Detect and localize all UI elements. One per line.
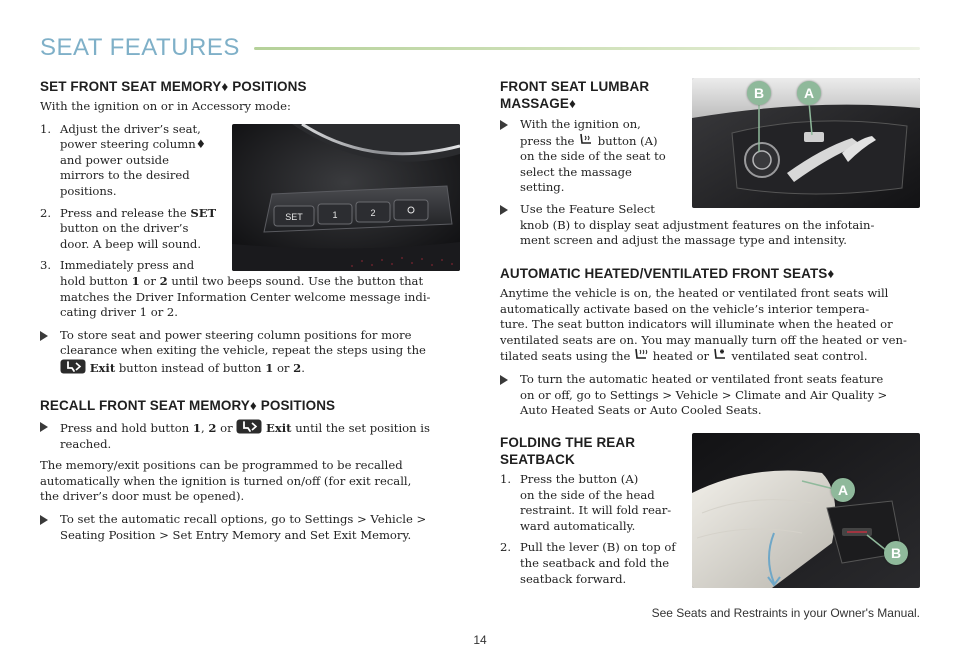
folding-heading: FOLDING THE REAR SEATBACK xyxy=(500,435,636,467)
photo-label-set: SET xyxy=(285,212,303,222)
page-header xyxy=(40,34,920,62)
callout-badge-b: B xyxy=(747,81,771,105)
page-number: 14 xyxy=(473,633,487,647)
callout-badge-b: B xyxy=(884,541,908,565)
heated-paragraph: Anytime the vehicle is on, the heated or ventilated front seats will automatically activate based on the vehicle’s interior tempera- ture. The seat button indicators will illuminate when the heated or ventilated seats are on. You may manually turn off the heated or ven- tilated seats using the heated or ventilated seat control. xyxy=(500,286,907,364)
bullet-arrow-icon xyxy=(40,515,48,525)
heated-heading: AUTOMATIC HEATED/VENTILATED FRONT SEATS♦ xyxy=(500,266,835,281)
folding-section xyxy=(500,434,690,587)
header-rule xyxy=(254,47,920,50)
recall-bullet-settings: To set the automatic recall options, go to Settings > Vehicle > Seating Position > Set Entry Memory and Set Exit Memory. xyxy=(40,512,465,543)
page-title: SEAT FEATURES xyxy=(40,34,240,61)
lumbar-bullet-press: With the ignition on, press the button (A) on the side of the seat to select the massage setting. xyxy=(500,117,920,196)
memory-step-2: 2. Press and release the SET button on the driver’s door. A beep will sound. xyxy=(40,205,217,251)
seat-controls-photo xyxy=(692,78,920,208)
memory-step-1: 1. Adjust the driver’s seat, power steering column♦ and power outside mirrors to the desired positions. xyxy=(40,121,207,198)
folding-step-2: 2. Pull the lever (B) on top of the seatback and fold the seatback forward. xyxy=(500,540,676,586)
folding-step-1: 1. Press the button (A) on the side of the head restraint. It will fold rear- ward automatically. xyxy=(500,472,672,533)
owners-manual-note: See Seats and Restraints in your Owner's Manual. xyxy=(651,606,920,620)
bullet-arrow-icon xyxy=(500,375,508,385)
exit-seat-icon xyxy=(60,359,86,374)
lumbar-heading: FRONT SEAT LUMBAR MASSAGE♦ xyxy=(500,79,650,111)
recall-paragraph: The memory/exit positions can be programmed to be recalled automatically when the ignition is turned on/off (for exit recall, the driver’s door must be opened). xyxy=(40,458,412,504)
heated-section xyxy=(500,265,925,419)
recall-heading: RECALL FRONT SEAT MEMORY♦ POSITIONS xyxy=(40,398,336,413)
bullet-arrow-icon xyxy=(500,205,508,215)
callout-badge-a: A xyxy=(797,81,821,105)
memory-intro: With the ignition on or in Accessory mode: xyxy=(40,99,291,113)
bullet-arrow-icon xyxy=(40,422,48,432)
heated-seat-icon xyxy=(634,348,649,362)
bullet-arrow-icon xyxy=(500,120,508,130)
memory-step-3: 3. Immediately press and hold button 1 or 2 until two beeps sound. Use the button that matches the Driver Information Center welcome message indi- cating driver 1 or 2. xyxy=(40,258,431,320)
callout-badge-a: A xyxy=(831,478,855,502)
memory-heading: SET FRONT SEAT MEMORY♦ POSITIONS xyxy=(40,79,307,94)
recall-bullet-press: Press and hold button 1, 2 or Exit until the set position is reached. xyxy=(40,419,465,452)
door-panel-illustration xyxy=(232,124,460,271)
lumbar-bullet-knob: Use the Feature Select knob (B) to display seat adjustment features on the infotain- ment screen and adjust the massage type and intensity. xyxy=(500,202,920,249)
photo-label-1: 1 xyxy=(332,210,338,220)
rear-seatback-illustration xyxy=(692,433,920,588)
lumbar-massage-icon xyxy=(578,133,594,147)
exit-seat-icon xyxy=(236,419,262,434)
memory-bullet-exit: To store seat and power steering column positions for more clearance when exiting the vehicle, repeat the steps using the Exit button instead of button 1 or 2. xyxy=(40,328,465,377)
photo-label-2: 2 xyxy=(370,208,376,218)
memory-buttons-photo xyxy=(232,124,460,271)
heated-bullet-settings: To turn the automatic heated or ventilated front seats feature on or off, go to Settings > Vehicle > Climate and Air Quality > Auto Heated Seats or Auto Cooled Seats. xyxy=(500,372,925,419)
recall-section xyxy=(40,397,465,543)
bullet-arrow-icon xyxy=(40,331,48,341)
ventilated-seat-icon xyxy=(713,348,728,362)
rear-seat-photo xyxy=(692,433,920,588)
